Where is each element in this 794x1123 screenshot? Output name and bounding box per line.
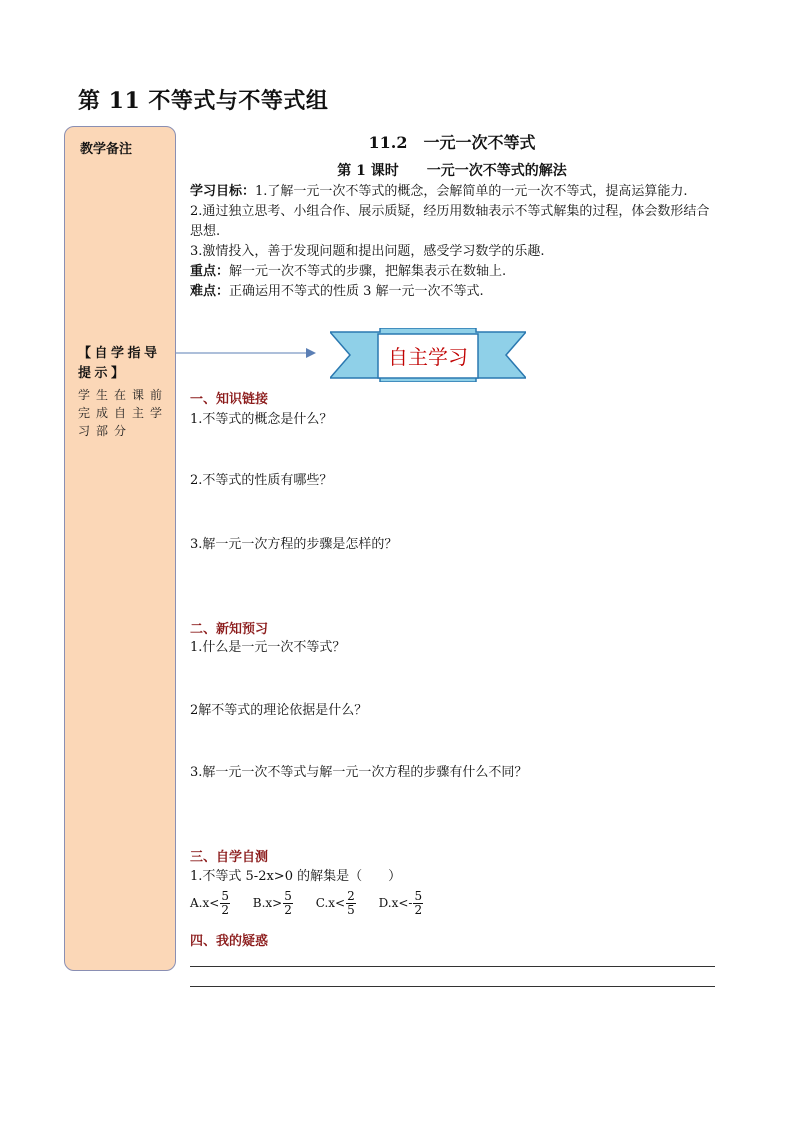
- banner-text: 自主学习: [388, 345, 468, 369]
- key-point-label: 重点：: [190, 264, 230, 279]
- lesson-title: 第 1 课时 一元一次不等式的解法: [337, 163, 567, 179]
- arrow-right-icon: [176, 346, 316, 360]
- part1-question-3: 3.解一元一次方程的步骤是怎样的？: [190, 537, 398, 552]
- section-title: 11.2 一元一次不等式: [368, 133, 536, 152]
- option-d-numerator: 5: [414, 889, 423, 903]
- option-c-prefix: C.x<: [315, 896, 346, 910]
- option-c: [316, 890, 357, 917]
- option-c-denominator: 5: [347, 903, 355, 917]
- option-b-prefix: B.x>: [252, 896, 283, 910]
- objectives-label: 学习目标：: [190, 184, 256, 199]
- self-study-banner: [330, 328, 526, 382]
- option-a-prefix: A.x<: [190, 896, 220, 910]
- part3-question-1: 1.不等式 5-2x>0 的解集是（ ）: [190, 869, 402, 884]
- option-a-numerator: 5: [221, 889, 229, 903]
- option-d-denominator: 2: [414, 903, 423, 917]
- part2-question-1: 1.什么是一元一次不等式？: [190, 640, 346, 655]
- option-b-denominator: 2: [284, 903, 292, 917]
- objective-1-text: 1.了解一元一次不等式的概念，会解简单的一元一次不等式，提高运算能力.: [255, 184, 688, 199]
- option-a-denominator: 2: [221, 903, 229, 917]
- answer-line-1[interactable]: [190, 966, 715, 967]
- self-study-hint-body: 学生在课前完成自主学习部分: [78, 388, 169, 438]
- part3-heading: 三、自学自测: [190, 850, 269, 865]
- part1-question-1: 1.不等式的概念是什么？: [190, 412, 333, 427]
- self-study-hint-title: 【自学指导提示】: [78, 346, 161, 381]
- option-b-numerator: 5: [284, 889, 292, 903]
- answer-line-2[interactable]: [190, 986, 715, 987]
- option-a: [190, 890, 231, 917]
- key-point: [190, 262, 718, 282]
- option-d: [379, 890, 425, 917]
- option-d-fraction: [413, 890, 423, 917]
- option-c-fraction: [346, 890, 356, 917]
- objective-2: 2.通过独立思考、小组合作、展示质疑，经历用数轴表示不等式解集的过程，体会数形结合思想.: [190, 204, 710, 239]
- option-b-fraction: [283, 890, 293, 917]
- part2-heading: 二、新知预习: [190, 622, 269, 637]
- objective-1: [190, 182, 718, 202]
- difficulty: [190, 282, 718, 302]
- part1-question-2: 2.不等式的性质有哪些？: [190, 473, 333, 488]
- part1-heading: 一、知识链接: [190, 392, 269, 407]
- option-c-numerator: 2: [347, 889, 355, 903]
- option-d-prefix: D.x<-: [378, 896, 413, 910]
- teaching-notes-sidebar: [64, 126, 176, 971]
- objective-3: 3.激情投入，善于发现问题和提出问题，感受学习数学的乐趣.: [190, 244, 545, 259]
- part4-heading: 四、我的疑惑: [190, 934, 269, 949]
- part2-question-2: 2解不等式的理论依据是什么？: [190, 703, 368, 718]
- chapter-title: 第 11 不等式与不等式组: [78, 88, 329, 114]
- part2-question-3: 3.解一元一次不等式与解一元一次方程的步骤有什么不同？: [190, 765, 528, 780]
- sidebar-title: 教学备注: [80, 142, 133, 157]
- option-b: [253, 890, 294, 917]
- key-point-text: 解一元一次不等式的步骤，把解集表示在数轴上.: [229, 264, 507, 279]
- option-a-fraction: [220, 890, 230, 917]
- difficulty-label: 难点：: [190, 284, 230, 299]
- answer-options: [190, 890, 442, 917]
- difficulty-text: 正确运用不等式的性质 3 解一元一次不等式.: [229, 284, 484, 299]
